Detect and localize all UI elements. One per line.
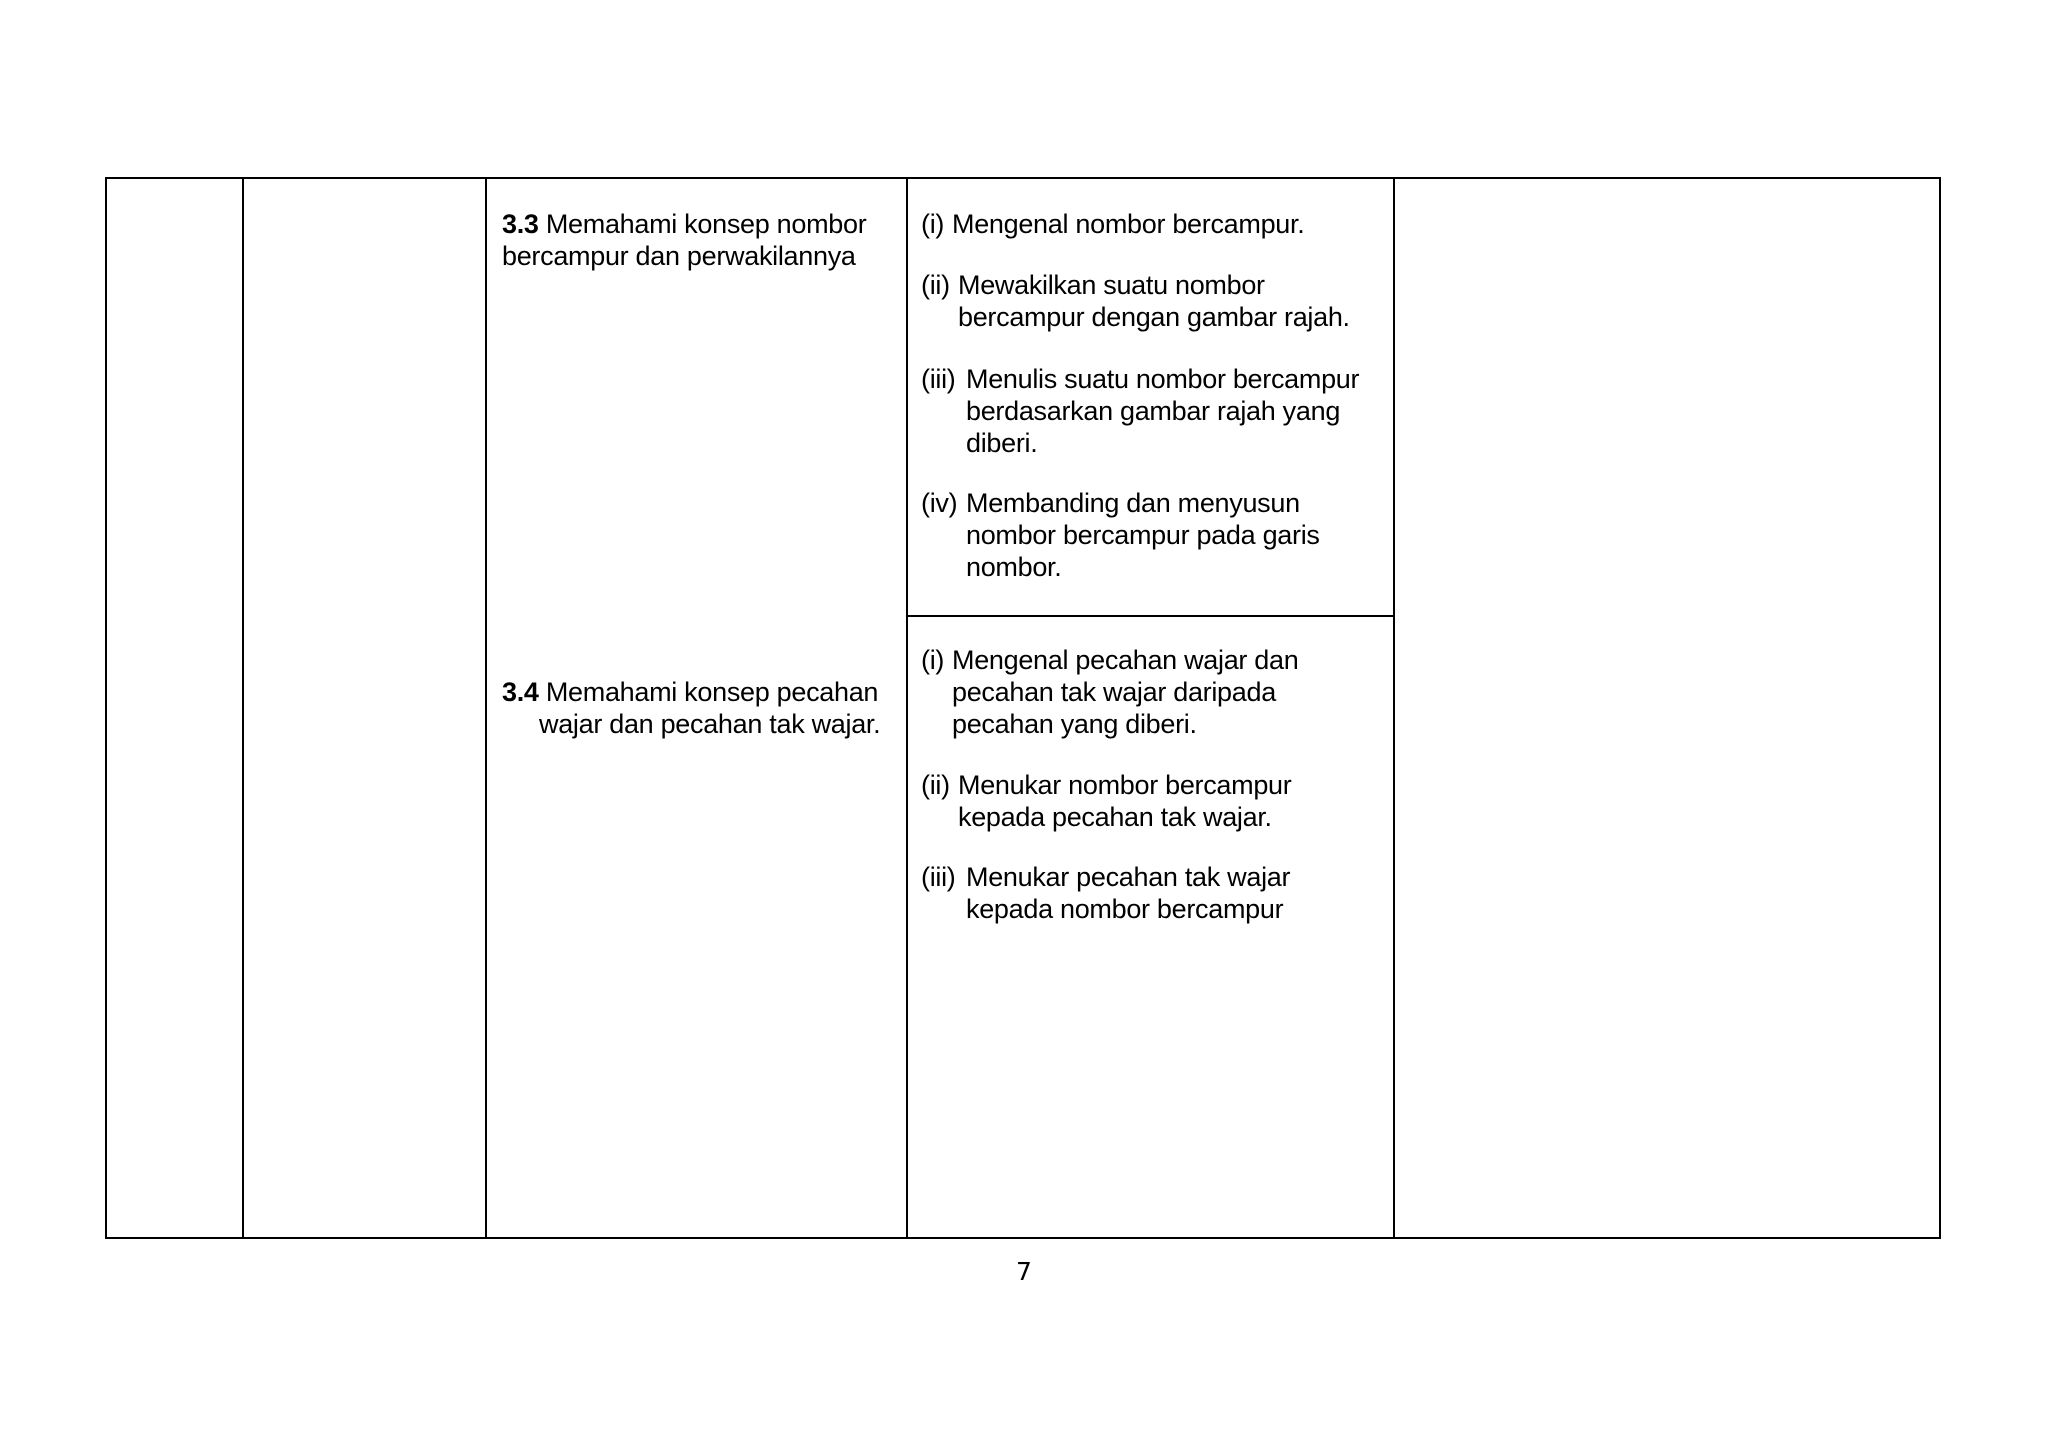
objective-number: (iv) [921,488,958,518]
objective-line: nombor. [966,552,1062,582]
objective-line: bercampur dengan gambar rajah. [958,302,1350,332]
standard-3-3 [502,208,902,272]
page-number: 7 [1016,1257,1032,1286]
column-divider [242,179,244,1237]
column-divider [1393,179,1395,1237]
objective-number: (iii) [921,862,956,892]
objective-line: Menukar pecahan tak wajar [966,862,1291,892]
objective-item [921,769,1391,833]
standard-title-line: wajar dan pecahan tak wajar. [539,709,881,739]
standard-code: 3.4 [502,677,539,707]
standard-title-line: Memahami konsep nombor [545,209,867,239]
objective-line: Menulis suatu nombor bercampur [966,364,1360,394]
row-divider [906,615,1393,617]
curriculum-table [105,177,1941,1239]
objective-line: nombor bercampur pada garis [966,520,1320,550]
objective-number: (iii) [921,364,956,394]
objective-item [921,487,1391,583]
objective-line: Membanding dan menyusun [966,488,1300,518]
objective-number: (i) [921,209,945,239]
objective-line: kepada nombor bercampur [966,894,1284,924]
objective-line: berdasarkan gambar rajah yang [966,396,1341,426]
objective-line: Mengenal nombor bercampur. [952,209,1305,239]
column-divider [485,179,487,1237]
objective-line: diberi. [966,428,1038,458]
objective-item [921,861,1391,925]
objective-line: Menukar nombor bercampur [958,770,1292,800]
objective-number: (ii) [921,270,950,300]
objective-number: (ii) [921,770,950,800]
standard-title-line: Memahami konsep pecahan [545,677,879,707]
objective-item [921,208,1391,240]
objective-line: pecahan tak wajar daripada [952,677,1276,707]
objective-line: pecahan yang diberi. [952,709,1197,739]
objective-line: Mengenal pecahan wajar dan [952,645,1299,675]
objective-item [921,644,1391,740]
column-divider [906,179,908,1237]
objective-item [921,269,1391,333]
objective-item [921,363,1391,459]
objective-number: (i) [921,645,945,675]
standard-3-4 [502,676,902,740]
objective-line: kepada pecahan tak wajar. [958,802,1272,832]
standard-code: 3.3 [502,209,539,239]
objective-line: Mewakilkan suatu nombor [958,270,1265,300]
standard-title-line: bercampur dan perwakilannya [502,241,856,271]
